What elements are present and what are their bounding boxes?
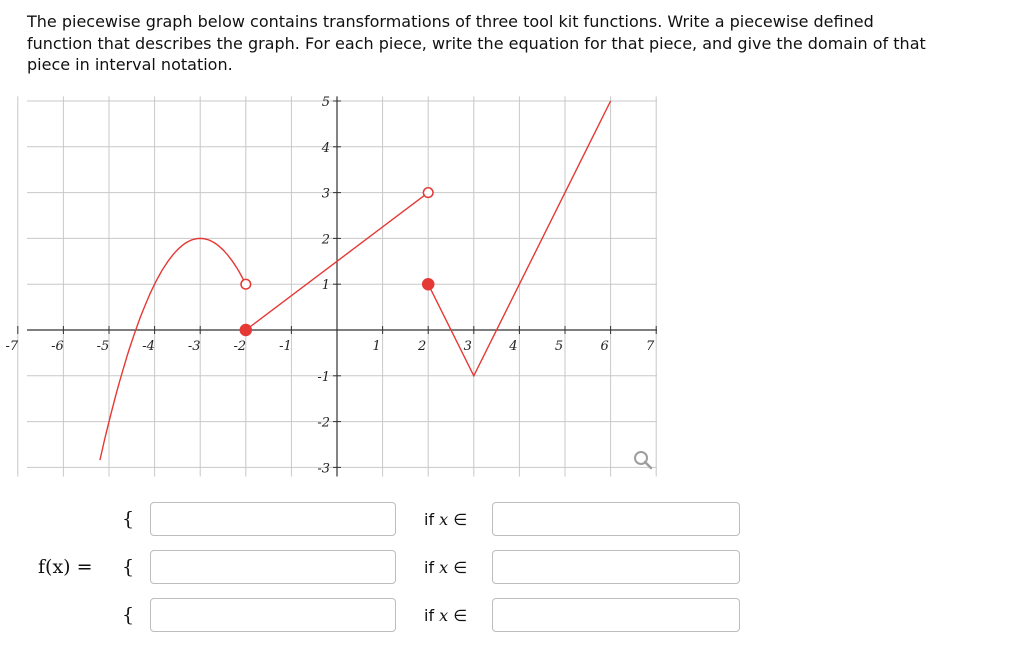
- open-endpoint: [241, 279, 251, 289]
- x-tick-label: 1: [372, 339, 381, 354]
- piece-3-equation-input[interactable]: [150, 598, 396, 632]
- question-prompt: The piecewise graph below contains transformations of three tool kit functions. Write a piecewise defined function that describes the graph. For each piece, write the equation for that piece, and give the domain of that piece in interval notation.: [27, 12, 926, 74]
- x-tick-label: 7: [646, 339, 655, 354]
- x-tick-label: 4: [509, 339, 518, 354]
- x-tick-label: 6: [600, 339, 609, 354]
- x-tick-label: -5: [96, 339, 110, 354]
- piece-brace-3: {: [122, 604, 135, 626]
- closed-endpoint: [240, 325, 251, 336]
- piece-2-if-label: if x ∈: [424, 558, 468, 577]
- x-tick-label: -1: [279, 339, 292, 354]
- y-tick-label: -1: [317, 369, 330, 385]
- x-tick-label: 3: [463, 339, 472, 354]
- y-tick-label: -2: [317, 415, 330, 431]
- x-tick-label: -4: [142, 339, 155, 354]
- x-tick-label: -2: [233, 339, 247, 354]
- piece-1-if-label: if x ∈: [424, 510, 468, 529]
- piece-brace-2: {: [122, 556, 135, 578]
- piece-1-domain-input[interactable]: [492, 502, 740, 536]
- x-tick-label: -7: [5, 339, 19, 354]
- piece-2-equation-input[interactable]: [150, 550, 396, 584]
- piece-3-domain-input[interactable]: [492, 598, 740, 632]
- x-tick-label: 5: [554, 339, 564, 354]
- x-tick-label: -6: [51, 339, 64, 354]
- closed-endpoint: [423, 279, 434, 290]
- piece-brace-1: {: [122, 508, 135, 530]
- piece-2-domain-input[interactable]: [492, 550, 740, 584]
- function-label: f(x) =: [38, 556, 93, 578]
- piece-3-if-label: if x ∈: [424, 606, 468, 625]
- y-tick-label: 2: [321, 232, 330, 248]
- y-tick-label: 1: [321, 278, 330, 294]
- piece-1-curve: [100, 238, 246, 460]
- x-tick-label: 2: [418, 339, 427, 354]
- y-tick-label: 5: [321, 95, 330, 110]
- y-tick-label: 4: [321, 140, 330, 156]
- y-tick-label: -3: [317, 461, 330, 477]
- open-endpoint: [423, 188, 433, 198]
- y-tick-label: 3: [321, 186, 330, 202]
- magnifier-icon[interactable]: [630, 448, 656, 474]
- x-tick-label: -3: [187, 339, 201, 354]
- piece-1-equation-input[interactable]: [150, 502, 396, 536]
